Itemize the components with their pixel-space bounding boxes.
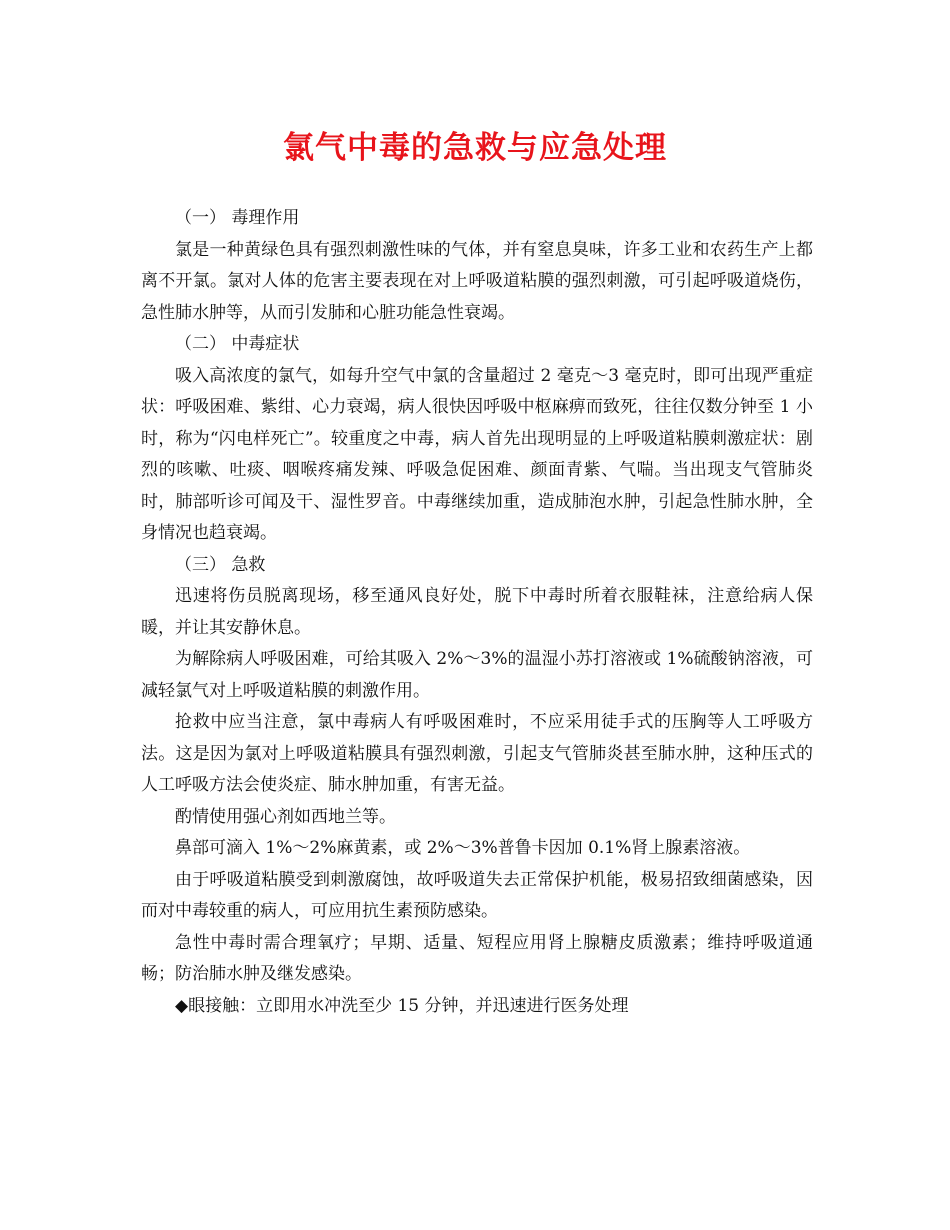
section-heading-toxicology: （一） 毒理作用 bbox=[175, 208, 300, 228]
document-title: 氯气中毒的急救与应急处理 bbox=[283, 130, 667, 166]
document-body bbox=[141, 203, 813, 1022]
paragraph-inhalation-solution: 为解除病人呼吸困难，可给其吸入 2%～3%的温湿小苏打溶液或 1%硫酸钠溶液，可减轻氯气对上呼吸道粘膜的刺激作用。 bbox=[141, 649, 813, 701]
paragraph-eye-contact: ◆眼接触：立即用水冲洗至少 15 分钟，并迅速进行医务处理 bbox=[175, 995, 629, 1016]
paragraph-toxicology: 氯是一种黄绿色具有强烈刺激性味的气体，并有窒息臭味，许多工业和农药生产上都离不开氯。氯对人体的危害主要表现在对上呼吸道粘膜的强烈刺激，可引起呼吸道烧伤，急性肺水肿等，从而引发肺和心脏功能急性衰竭。 bbox=[141, 239, 813, 323]
paragraph-evacuate: 迅速将伤员脱离现场，移至通风良好处，脱下中毒时所着衣服鞋袜，注意给病人保暖，并让其安静休息。 bbox=[141, 586, 813, 638]
section-heading-symptoms: （二） 中毒症状 bbox=[175, 334, 300, 354]
paragraph-artificial-respiration: 抢救中应当注意，氯中毒病人有呼吸困难时，不应采用徒手式的压胸等人工呼吸方法。这是因为氯对上呼吸道粘膜具有强烈刺激，引起支气管肺炎甚至肺水肿，这种压式的人工呼吸方法会使炎症、肺水肿加重，有害无益。 bbox=[141, 712, 813, 795]
paragraph-cardiotonic: 酌情使用强心剂如西地兰等。 bbox=[175, 806, 396, 827]
paragraph-symptoms: 吸入高浓度的氯气，如每升空气中氯的含量超过 2 毫克～3 毫克时，即可出现严重症状：呼吸困难、紫绀、心力衰竭，病人很快因呼吸中枢麻痹而致死，往往仅数分钟至 1 小时，称为“闪电样死亡”。较重度之中毒，病人首先出现明显的上呼吸道粘膜刺激症状：剧烈的咳嗽、吐痰、咽喉疼痛发辣、呼吸急促困难、颜面青紫、气喘。当出现支气管肺炎时，肺部听诊可闻及干、湿性罗音。中毒继续加重，造成肺泡水肿，引起急性肺水肿，全身情况也趋衰竭。 bbox=[141, 365, 813, 543]
paragraph-nasal-drops: 鼻部可滴入 1%～2%麻黄素，或 2%～3%普鲁卡因加 0.1%肾上腺素溶液。 bbox=[175, 838, 751, 858]
section-heading-first-aid: （三） 急救 bbox=[175, 554, 266, 575]
paragraph-acute-treatment: 急性中毒时需合理氧疗；早期、适量、短程应用肾上腺糖皮质激素；维持呼吸道通畅；防治肺水肿及继发感染。 bbox=[141, 932, 813, 984]
paragraph-antibiotics: 由于呼吸道粘膜受到刺激腐蚀，故呼吸道失去正常保护机能，极易招致细菌感染，因而对中毒较重的病人，可应用抗生素预防感染。 bbox=[141, 869, 813, 921]
